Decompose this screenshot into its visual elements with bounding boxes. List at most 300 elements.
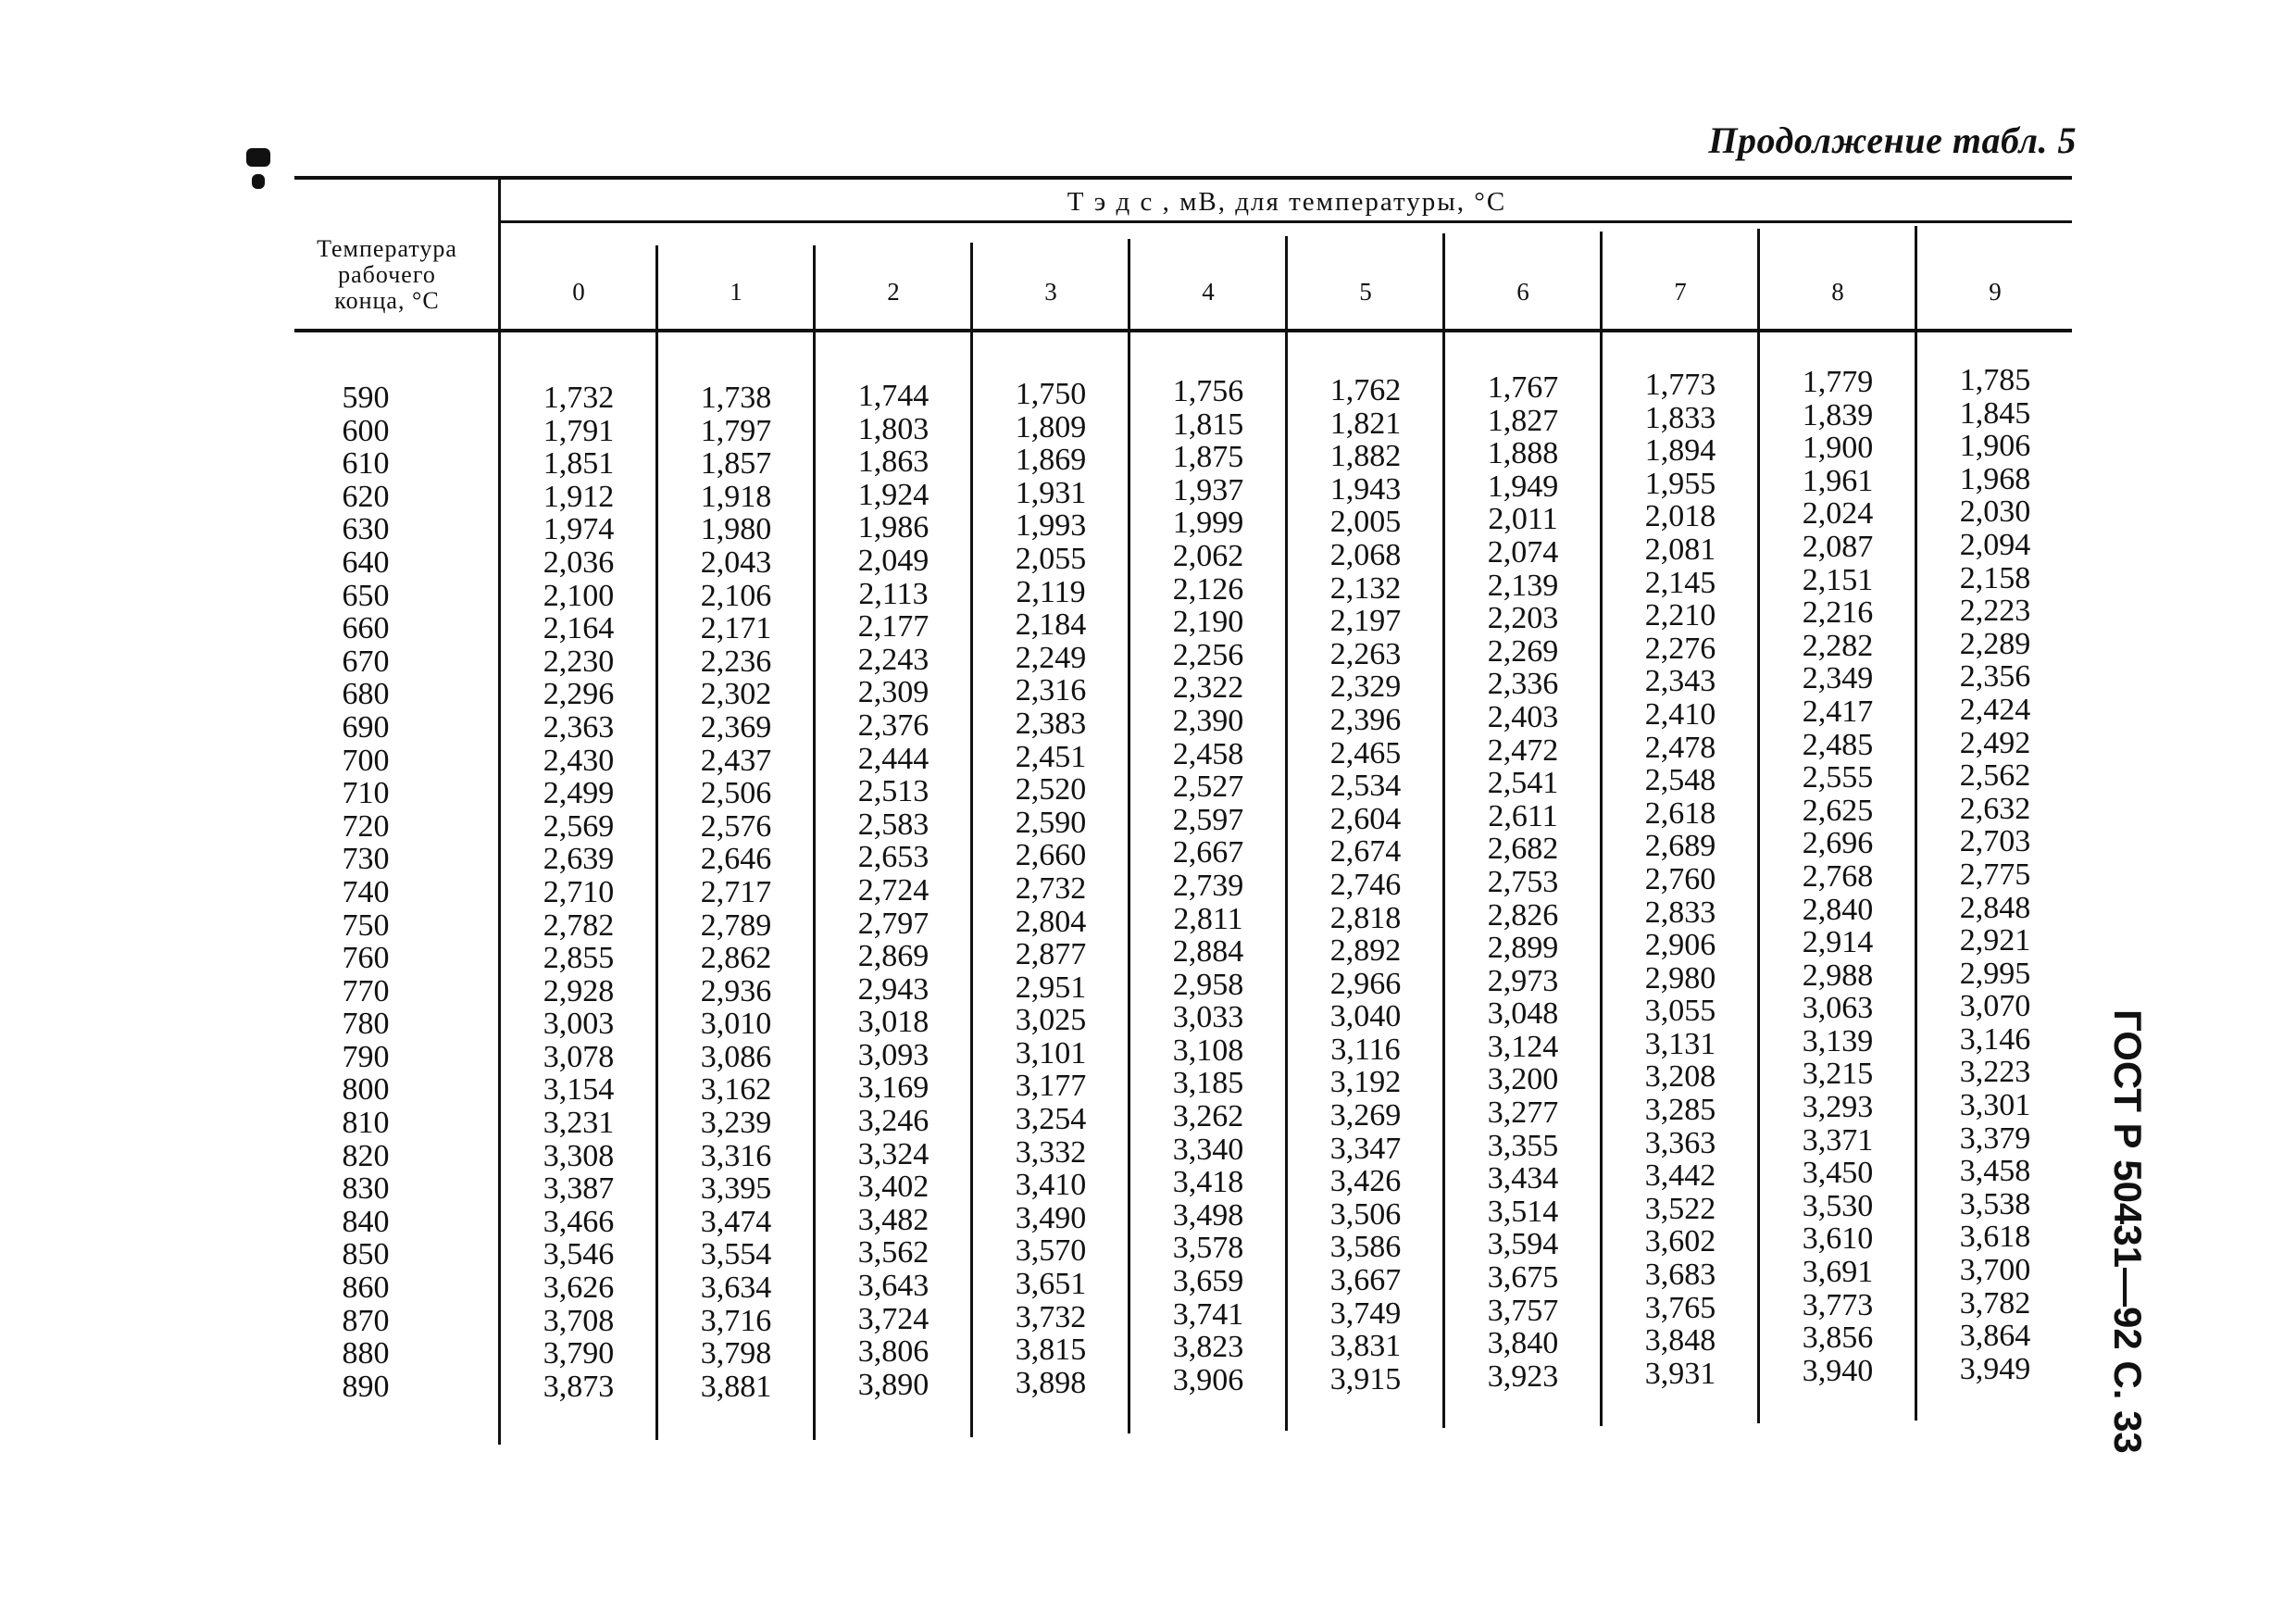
temperature-cell: 630 bbox=[342, 512, 390, 547]
table-cell: 2,472 bbox=[1487, 732, 1559, 768]
table-cell: 3,215 bbox=[1802, 1057, 1874, 1092]
values-column-9 bbox=[1916, 364, 2074, 1385]
table-cell: 3,116 bbox=[1330, 1032, 1401, 1067]
table-cell: 2,230 bbox=[543, 644, 615, 679]
table-cell: 1,803 bbox=[857, 411, 930, 446]
table-cell: 2,236 bbox=[700, 644, 772, 679]
values-column-6 bbox=[1444, 371, 1602, 1393]
table-cell: 2,390 bbox=[1172, 703, 1244, 738]
table-cell: 3,700 bbox=[1959, 1253, 2031, 1288]
temperature-cell: 800 bbox=[342, 1072, 390, 1108]
table-cell: 2,980 bbox=[1644, 960, 1716, 995]
table-cell: 2,100 bbox=[543, 578, 615, 613]
table-cell: 2,966 bbox=[1329, 966, 1402, 1001]
table-cell: 3,667 bbox=[1329, 1263, 1402, 1298]
page-number-mark bbox=[246, 148, 272, 194]
table-cell: 2,363 bbox=[543, 709, 615, 745]
table-cell: 2,465 bbox=[1329, 735, 1402, 770]
table-cell: 3,355 bbox=[1487, 1128, 1559, 1163]
table-cell: 1,851 bbox=[543, 446, 615, 482]
temperature-cell: 770 bbox=[342, 973, 390, 1008]
table-cell: 2,256 bbox=[1172, 637, 1244, 672]
table-cell: 2,775 bbox=[1959, 857, 2031, 892]
table-cell: 2,263 bbox=[1329, 636, 1402, 671]
temperature-cell: 620 bbox=[342, 479, 390, 514]
table-cell: 3,675 bbox=[1487, 1260, 1559, 1296]
table-cell: 3,790 bbox=[543, 1336, 615, 1371]
table-continuation-caption: Продолжение табл. 5 bbox=[1708, 119, 2077, 161]
table-cell: 2,906 bbox=[1644, 928, 1716, 963]
stub-header-line: рабочего bbox=[338, 261, 436, 288]
values-column-8 bbox=[1759, 366, 1916, 1387]
table-cell: 3,643 bbox=[857, 1269, 930, 1304]
table-cell: 2,618 bbox=[1644, 795, 1716, 831]
table-cell: 3,659 bbox=[1172, 1264, 1244, 1299]
table-cell: 3,815 bbox=[1015, 1333, 1087, 1368]
table-cell: 2,958 bbox=[1172, 967, 1244, 1002]
table-cell: 1,857 bbox=[700, 446, 772, 482]
table-cell: 2,329 bbox=[1329, 670, 1402, 705]
temperature-cell: 820 bbox=[342, 1138, 390, 1173]
table-cell: 3,931 bbox=[1644, 1356, 1716, 1391]
table-cell: 2,126 bbox=[1172, 571, 1244, 607]
table-cell: 2,951 bbox=[1015, 970, 1087, 1005]
column-header-9: 9 bbox=[1989, 278, 2002, 306]
table-cell: 3,033 bbox=[1172, 1000, 1244, 1035]
table-cell: 2,877 bbox=[1015, 937, 1087, 972]
table-cell: 2,710 bbox=[543, 874, 615, 909]
table-cell: 2,760 bbox=[1644, 861, 1716, 896]
table-cell: 3,185 bbox=[1172, 1066, 1244, 1101]
table-cell: 3,363 bbox=[1644, 1125, 1716, 1160]
table-cell: 2,055 bbox=[1015, 541, 1087, 576]
table-cell: 1,797 bbox=[700, 413, 772, 448]
table-cell: 3,269 bbox=[1329, 1098, 1402, 1133]
table-cell: 2,145 bbox=[1644, 565, 1716, 600]
table-cell: 3,308 bbox=[543, 1138, 615, 1173]
temperature-cell: 760 bbox=[342, 941, 390, 976]
table-cell: 2,322 bbox=[1172, 670, 1244, 706]
column-header-2: 2 bbox=[887, 278, 900, 306]
table-cell: 2,158 bbox=[1959, 560, 2031, 595]
table-cell: 3,131 bbox=[1644, 1026, 1716, 1061]
table-cell: 2,356 bbox=[1959, 659, 2031, 695]
table-cell: 2,499 bbox=[543, 776, 615, 811]
table-cell: 1,918 bbox=[700, 479, 772, 514]
table-cell: 2,030 bbox=[1959, 495, 2031, 530]
table-cell: 3,442 bbox=[1644, 1158, 1716, 1194]
table-cell: 3,239 bbox=[700, 1106, 772, 1141]
table-cell: 3,426 bbox=[1329, 1164, 1402, 1199]
table-cell: 3,864 bbox=[1959, 1319, 2031, 1354]
table-cell: 3,618 bbox=[1959, 1220, 2031, 1255]
table-cell: 2,005 bbox=[1329, 505, 1402, 540]
table-cell: 2,653 bbox=[857, 840, 930, 875]
table-cell: 2,768 bbox=[1802, 858, 1874, 894]
table-cell: 2,177 bbox=[857, 609, 930, 645]
table-cell: 2,506 bbox=[700, 776, 772, 811]
table-cell: 3,277 bbox=[1487, 1095, 1559, 1131]
table-cell: 2,216 bbox=[1802, 595, 1874, 631]
table-cell: 2,797 bbox=[857, 906, 930, 941]
table-cell: 2,724 bbox=[857, 872, 930, 908]
temperature-cell: 720 bbox=[342, 808, 390, 844]
table-cell: 1,809 bbox=[1015, 409, 1087, 444]
table-cell: 3,586 bbox=[1329, 1230, 1402, 1265]
table-cell: 2,336 bbox=[1487, 667, 1559, 702]
table-cell: 3,177 bbox=[1015, 1069, 1087, 1104]
table-cell: 2,164 bbox=[543, 611, 615, 646]
table-cell: 1,756 bbox=[1172, 374, 1244, 408]
table-cell: 1,924 bbox=[857, 477, 930, 512]
table-cell: 3,262 bbox=[1172, 1099, 1244, 1134]
table-cell: 2,826 bbox=[1487, 897, 1559, 933]
table-cell: 2,884 bbox=[1172, 934, 1244, 970]
table-cell: 1,937 bbox=[1172, 472, 1244, 507]
table-cell: 2,703 bbox=[1959, 824, 2031, 859]
table-cell: 2,132 bbox=[1329, 570, 1402, 606]
table-cell: 2,062 bbox=[1172, 538, 1244, 573]
table-cell: 3,101 bbox=[1015, 1035, 1087, 1070]
temperature-cell: 610 bbox=[342, 446, 390, 482]
table-cell: 2,437 bbox=[700, 743, 772, 778]
table-cell: 3,340 bbox=[1172, 1132, 1244, 1167]
table-cell: 1,767 bbox=[1487, 370, 1559, 405]
table-cell: 3,554 bbox=[700, 1237, 772, 1272]
table-cell: 1,961 bbox=[1802, 463, 1874, 498]
table-cell: 3,301 bbox=[1959, 1088, 2031, 1123]
table-cell: 3,093 bbox=[857, 1037, 930, 1072]
table-cell: 2,862 bbox=[700, 941, 772, 976]
table-cell: 3,906 bbox=[1172, 1362, 1244, 1397]
table-cell: 3,010 bbox=[700, 1007, 772, 1042]
table-cell: 2,043 bbox=[700, 545, 772, 580]
table-cell: 2,309 bbox=[857, 675, 930, 710]
group-header-rule bbox=[500, 220, 2072, 223]
table-cell: 1,833 bbox=[1644, 400, 1716, 435]
table-cell: 3,506 bbox=[1329, 1196, 1402, 1232]
table-cell: 3,716 bbox=[700, 1303, 772, 1338]
table-cell: 2,541 bbox=[1487, 766, 1559, 801]
table-cell: 3,379 bbox=[1959, 1120, 2031, 1156]
table-cell: 2,732 bbox=[1015, 870, 1087, 906]
table-cell: 3,757 bbox=[1487, 1293, 1559, 1328]
table-cell: 3,078 bbox=[543, 1039, 615, 1074]
table-cell: 2,569 bbox=[543, 808, 615, 844]
stub-header-line: конца, °С bbox=[334, 287, 440, 314]
table-cell: 3,387 bbox=[543, 1171, 615, 1207]
table-cell: 3,108 bbox=[1172, 1033, 1244, 1068]
table-cell: 2,485 bbox=[1802, 727, 1874, 762]
column-header-8: 8 bbox=[1831, 278, 1844, 306]
temperature-cell: 600 bbox=[342, 413, 390, 448]
table-cell: 2,444 bbox=[857, 741, 930, 776]
table-cell: 2,746 bbox=[1329, 867, 1402, 902]
table-cell: 2,424 bbox=[1959, 692, 2031, 727]
table-cell: 1,943 bbox=[1329, 471, 1402, 507]
table-cell: 2,210 bbox=[1644, 598, 1716, 633]
table-cell: 3,293 bbox=[1802, 1090, 1874, 1125]
temperature-cell: 860 bbox=[342, 1271, 390, 1306]
table-cell: 3,146 bbox=[1959, 1021, 2031, 1057]
table-cell: 3,231 bbox=[543, 1106, 615, 1141]
table-cell: 2,417 bbox=[1802, 694, 1874, 729]
table-cell: 2,869 bbox=[857, 939, 930, 974]
table-cell: 1,821 bbox=[1329, 406, 1402, 441]
table-cell: 2,410 bbox=[1644, 696, 1716, 732]
table-cell: 2,296 bbox=[543, 677, 615, 712]
table-cell: 3,823 bbox=[1172, 1330, 1244, 1365]
table-cell: 3,070 bbox=[1959, 989, 2031, 1024]
temperature-cell: 840 bbox=[342, 1204, 390, 1239]
table-cell: 3,890 bbox=[857, 1367, 930, 1402]
table-cell: 1,931 bbox=[1015, 475, 1087, 510]
table-cell: 3,055 bbox=[1644, 994, 1716, 1029]
table-cell: 1,949 bbox=[1487, 469, 1559, 504]
table-cell: 2,576 bbox=[700, 808, 772, 844]
table-cell: 2,625 bbox=[1802, 793, 1874, 828]
table-cell: 2,316 bbox=[1015, 673, 1087, 708]
table-cell: 1,869 bbox=[1015, 443, 1087, 478]
table-cell: 2,276 bbox=[1644, 631, 1716, 666]
table-cell: 2,282 bbox=[1802, 628, 1874, 663]
table-cell: 3,856 bbox=[1802, 1321, 1874, 1356]
table-cell: 3,063 bbox=[1802, 991, 1874, 1026]
group-header: Т э д с , мВ, для температуры, °С bbox=[1067, 187, 1507, 217]
table-cell: 1,785 bbox=[1959, 363, 2031, 397]
table-cell: 2,190 bbox=[1172, 605, 1244, 640]
table-cell: 2,203 bbox=[1487, 601, 1559, 636]
table-cell: 1,900 bbox=[1802, 431, 1874, 466]
table-cell: 2,928 bbox=[543, 973, 615, 1008]
table-cell: 3,898 bbox=[1015, 1365, 1087, 1400]
table-cell: 3,169 bbox=[857, 1070, 930, 1106]
table-cell: 2,513 bbox=[857, 774, 930, 809]
table-cell: 2,717 bbox=[700, 874, 772, 909]
table-cell: 1,744 bbox=[857, 379, 930, 413]
table-cell: 2,739 bbox=[1172, 868, 1244, 903]
table-cell: 2,171 bbox=[700, 611, 772, 646]
temperature-cell: 790 bbox=[342, 1039, 390, 1074]
table-cell: 2,995 bbox=[1959, 956, 2031, 991]
table-cell: 2,430 bbox=[543, 743, 615, 778]
values-column-2 bbox=[815, 380, 972, 1401]
values-column-3 bbox=[972, 378, 1129, 1399]
table-cell: 2,527 bbox=[1172, 770, 1244, 805]
column-header-3: 3 bbox=[1044, 278, 1057, 306]
column-header-4: 4 bbox=[1202, 278, 1215, 306]
table-cell: 3,371 bbox=[1802, 1122, 1874, 1158]
table-cell: 2,349 bbox=[1802, 661, 1874, 696]
table-cell: 3,086 bbox=[700, 1039, 772, 1074]
table-cell: 2,936 bbox=[700, 973, 772, 1008]
table-cell: 3,840 bbox=[1487, 1326, 1559, 1361]
temperature-cell: 830 bbox=[342, 1171, 390, 1207]
table-cell: 1,827 bbox=[1487, 403, 1559, 438]
values-column-0 bbox=[500, 382, 657, 1403]
table-cell: 3,434 bbox=[1487, 1161, 1559, 1196]
table-cell: 2,892 bbox=[1329, 933, 1402, 969]
values-column-4 bbox=[1129, 375, 1287, 1396]
table-cell: 3,223 bbox=[1959, 1055, 2031, 1090]
table-cell: 1,791 bbox=[543, 413, 615, 448]
column-header-0: 0 bbox=[572, 278, 585, 306]
table-cell: 2,667 bbox=[1172, 835, 1244, 870]
table-cell: 1,815 bbox=[1172, 407, 1244, 442]
table-cell: 2,197 bbox=[1329, 604, 1402, 639]
temperature-cell: 730 bbox=[342, 842, 390, 877]
table-cell: 3,530 bbox=[1802, 1188, 1874, 1223]
table-cell: 2,632 bbox=[1959, 791, 2031, 826]
table-cell: 3,806 bbox=[857, 1334, 930, 1370]
table-cell: 2,094 bbox=[1959, 527, 2031, 562]
table-cell: 2,639 bbox=[543, 842, 615, 877]
document-standard-page-label: ГОСТ Р 50431—92 С. 33 bbox=[2106, 1009, 2150, 1454]
table-cell: 2,269 bbox=[1487, 633, 1559, 669]
table-cell: 3,410 bbox=[1015, 1168, 1087, 1203]
table-cell: 3,634 bbox=[700, 1271, 772, 1306]
table-cell: 2,611 bbox=[1488, 798, 1558, 833]
table-cell: 2,689 bbox=[1644, 829, 1716, 864]
table-cell: 1,968 bbox=[1959, 461, 2031, 496]
table-cell: 2,151 bbox=[1802, 562, 1874, 597]
table-cell: 3,208 bbox=[1644, 1059, 1716, 1095]
table-cell: 1,882 bbox=[1329, 439, 1402, 474]
table-cell: 2,988 bbox=[1802, 958, 1874, 993]
table-cell: 2,840 bbox=[1802, 892, 1874, 927]
table-cell: 1,779 bbox=[1802, 365, 1874, 399]
table-cell: 2,302 bbox=[700, 677, 772, 712]
table-cell: 1,980 bbox=[700, 512, 772, 547]
table-cell: 3,940 bbox=[1802, 1353, 1874, 1388]
table-cell: 3,594 bbox=[1487, 1227, 1559, 1262]
table-cell: 2,753 bbox=[1487, 864, 1559, 899]
table-cell: 2,590 bbox=[1015, 805, 1087, 840]
table-cell: 3,602 bbox=[1644, 1224, 1716, 1259]
table-cell: 2,660 bbox=[1015, 838, 1087, 873]
table-cell: 3,316 bbox=[700, 1138, 772, 1173]
table-cell: 2,184 bbox=[1015, 607, 1087, 643]
table-cell: 2,139 bbox=[1487, 568, 1559, 603]
table-cell: 2,018 bbox=[1644, 499, 1716, 534]
temperature-cell: 710 bbox=[342, 776, 390, 811]
temperature-cell: 700 bbox=[342, 743, 390, 778]
table-cell: 3,450 bbox=[1802, 1156, 1874, 1191]
table-cell: 3,765 bbox=[1644, 1290, 1716, 1325]
temperature-cell: 690 bbox=[342, 709, 390, 745]
table-cell: 2,403 bbox=[1487, 699, 1559, 734]
table-cell: 2,383 bbox=[1015, 706, 1087, 741]
table-cell: 1,839 bbox=[1802, 397, 1874, 432]
table-cell: 3,040 bbox=[1329, 999, 1402, 1034]
table-cell: 2,555 bbox=[1802, 760, 1874, 795]
table-cell: 3,458 bbox=[1959, 1154, 2031, 1189]
table-cell: 3,418 bbox=[1172, 1165, 1244, 1200]
table-cell: 3,490 bbox=[1015, 1200, 1087, 1235]
table-cell: 2,682 bbox=[1487, 832, 1559, 867]
stub-header bbox=[294, 236, 480, 314]
table-cell: 3,025 bbox=[1015, 1003, 1087, 1038]
table-cell: 3,124 bbox=[1487, 1029, 1559, 1064]
table-cell: 2,789 bbox=[700, 908, 772, 943]
table-cell: 3,683 bbox=[1644, 1258, 1716, 1293]
table-cell: 3,749 bbox=[1329, 1296, 1402, 1331]
table-cell: 3,782 bbox=[1959, 1285, 2031, 1321]
table-cell: 3,732 bbox=[1015, 1299, 1087, 1334]
table-cell: 3,154 bbox=[543, 1072, 615, 1108]
table-cell: 2,369 bbox=[700, 709, 772, 745]
table-cell: 3,162 bbox=[700, 1072, 772, 1108]
table-cell: 2,914 bbox=[1802, 925, 1874, 960]
table-cell: 2,343 bbox=[1644, 664, 1716, 699]
table-cell: 3,708 bbox=[543, 1303, 615, 1338]
temperature-cell: 750 bbox=[342, 908, 390, 943]
table-cell: 1,894 bbox=[1644, 433, 1716, 469]
table-cell: 2,492 bbox=[1959, 725, 2031, 760]
table-cell: 2,289 bbox=[1959, 626, 2031, 661]
temperature-cell: 590 bbox=[342, 381, 390, 415]
table-cell: 3,873 bbox=[543, 1369, 615, 1404]
table-cell: 1,888 bbox=[1487, 436, 1559, 471]
column-header-7: 7 bbox=[1674, 278, 1687, 306]
table-cell: 3,773 bbox=[1802, 1287, 1874, 1322]
table-cell: 3,546 bbox=[543, 1237, 615, 1272]
temperature-cell: 650 bbox=[342, 578, 390, 613]
table-cell: 3,949 bbox=[1959, 1351, 2031, 1386]
table-cell: 1,875 bbox=[1172, 440, 1244, 475]
temperature-cell: 680 bbox=[342, 677, 390, 712]
table-cell: 2,036 bbox=[543, 545, 615, 580]
table-cell: 3,324 bbox=[857, 1136, 930, 1171]
table-cell: 2,818 bbox=[1329, 900, 1402, 935]
table-cell: 3,402 bbox=[857, 1170, 930, 1205]
table-cell: 2,848 bbox=[1959, 890, 2031, 925]
table-cell: 2,833 bbox=[1644, 895, 1716, 930]
table-cell: 2,921 bbox=[1959, 923, 2031, 958]
table-cell: 2,249 bbox=[1015, 640, 1087, 675]
table-cell: 1,762 bbox=[1329, 373, 1402, 407]
table-cell: 2,113 bbox=[858, 576, 929, 611]
table-cell: 2,081 bbox=[1644, 532, 1716, 567]
table-cell: 2,376 bbox=[857, 707, 930, 743]
table-cell: 2,119 bbox=[1016, 574, 1086, 609]
temperature-cell: 890 bbox=[342, 1369, 390, 1404]
table-cell: 3,691 bbox=[1802, 1255, 1874, 1290]
temperature-cell: 880 bbox=[342, 1336, 390, 1371]
stub-header-line: Температура bbox=[317, 235, 457, 262]
column-header-6: 6 bbox=[1516, 278, 1529, 306]
table-cell: 3,200 bbox=[1487, 1062, 1559, 1097]
values-column-1 bbox=[657, 382, 815, 1403]
table-cell: 1,906 bbox=[1959, 429, 2031, 464]
table-cell: 2,583 bbox=[857, 807, 930, 842]
table-cell: 2,011 bbox=[1488, 502, 1558, 537]
temperature-cell: 850 bbox=[342, 1237, 390, 1272]
table-cell: 1,750 bbox=[1015, 377, 1087, 411]
table-cell: 3,915 bbox=[1329, 1361, 1402, 1396]
temperature-cell: 660 bbox=[342, 611, 390, 646]
table-cell: 2,804 bbox=[1015, 904, 1087, 939]
table-cell: 1,912 bbox=[543, 479, 615, 514]
table-cell: 2,646 bbox=[700, 842, 772, 877]
table-cell: 3,254 bbox=[1015, 1102, 1087, 1137]
table-cell: 3,474 bbox=[700, 1204, 772, 1239]
table-cell: 3,347 bbox=[1329, 1131, 1402, 1166]
table-cell: 1,738 bbox=[700, 381, 772, 415]
table-cell: 2,534 bbox=[1329, 769, 1402, 804]
table-cell: 2,562 bbox=[1959, 758, 2031, 794]
table-cell: 3,332 bbox=[1015, 1134, 1087, 1170]
